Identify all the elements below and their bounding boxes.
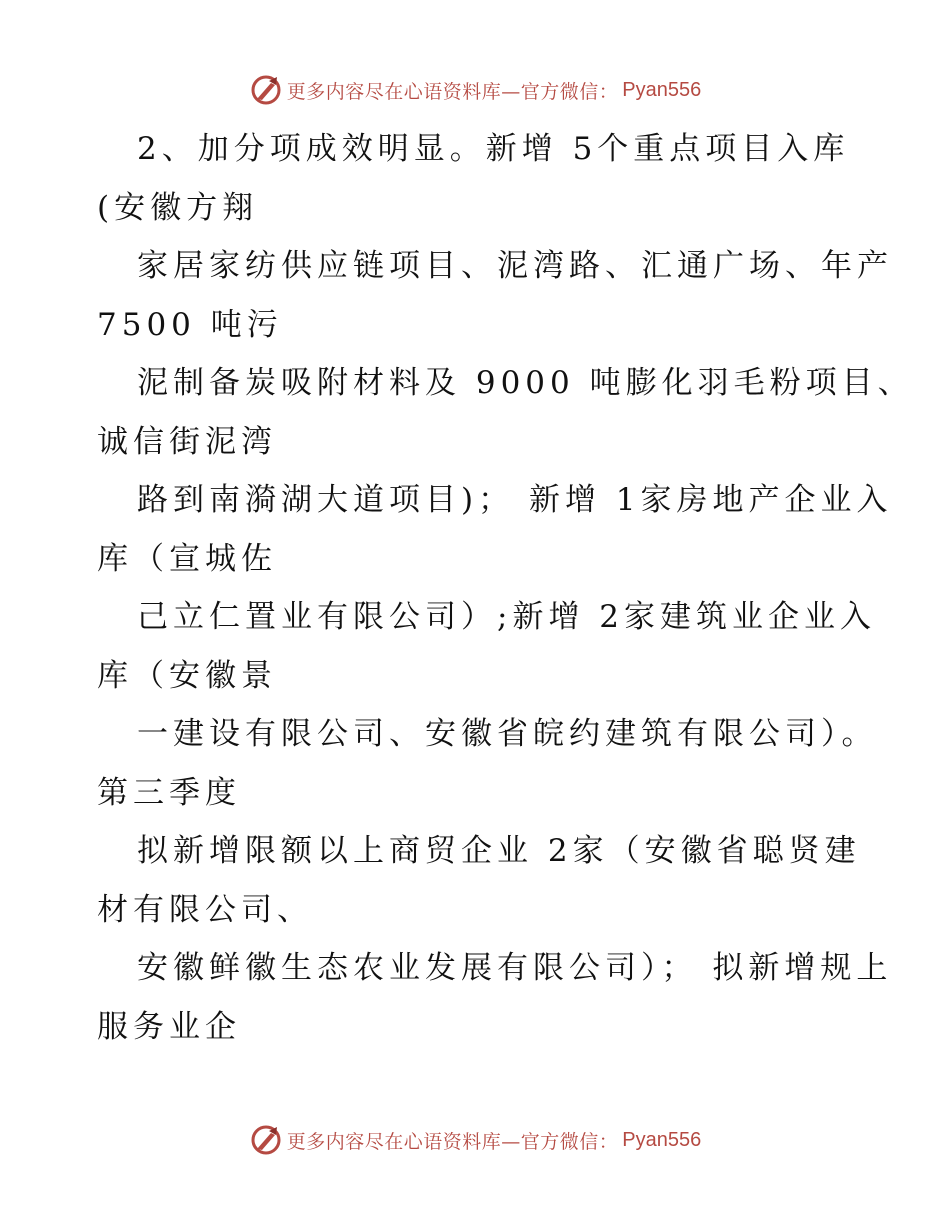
text-line: 一建设有限公司、安徽省皖约建筑有限公司）。 bbox=[137, 716, 878, 752]
text-line: 家居家纺供应链项目、泥湾路、汇通广场、年产 bbox=[137, 248, 893, 284]
banner-text: 更多内容尽在心语资料库—官方微信： bbox=[286, 1130, 619, 1153]
text-line: 7500 吨污 bbox=[97, 306, 283, 343]
text-line: 材有限公司、 bbox=[97, 891, 313, 928]
header-watermark-banner bbox=[0, 70, 950, 110]
text-line: 己立仁置业有限公司）;新增 2家建筑业企业入 bbox=[137, 599, 877, 635]
text-line: 第三季度 bbox=[97, 774, 241, 811]
text-line: 服务业企 bbox=[97, 1008, 241, 1045]
banner-wechat-id: Pyan556 bbox=[622, 78, 702, 101]
text-line: 安徽鲜徽生态农业发展有限公司）； 拟新增规上 bbox=[137, 950, 893, 986]
text-line: 泥制备炭吸附材料及 9000 吨膨化羽毛粉项目、 bbox=[137, 365, 914, 401]
text-line: 库（宣城佐 bbox=[97, 540, 277, 577]
text-line: 诚信街泥湾 bbox=[97, 423, 277, 460]
text-line: 2、加分项成效明显。新增 5个重点项目入库 bbox=[137, 131, 850, 167]
document-body bbox=[97, 120, 914, 1056]
banner-text: 更多内容尽在心语资料库—官方微信： bbox=[286, 80, 619, 103]
banner-wechat-id: Pyan556 bbox=[622, 1128, 702, 1151]
text-line: 路到南漪湖大道项目)； 新增 1家房地产企业入 bbox=[137, 482, 893, 518]
text-line: 拟新增限额以上商贸企业 2家（安徽省聪贤建 bbox=[137, 833, 861, 869]
pen-logo-icon bbox=[249, 1123, 283, 1157]
pen-logo-icon bbox=[249, 73, 283, 107]
text-line: 库（安徽景 bbox=[97, 657, 277, 694]
footer-watermark-banner bbox=[0, 1120, 950, 1160]
text-line: (安徽方翔 bbox=[97, 189, 259, 226]
